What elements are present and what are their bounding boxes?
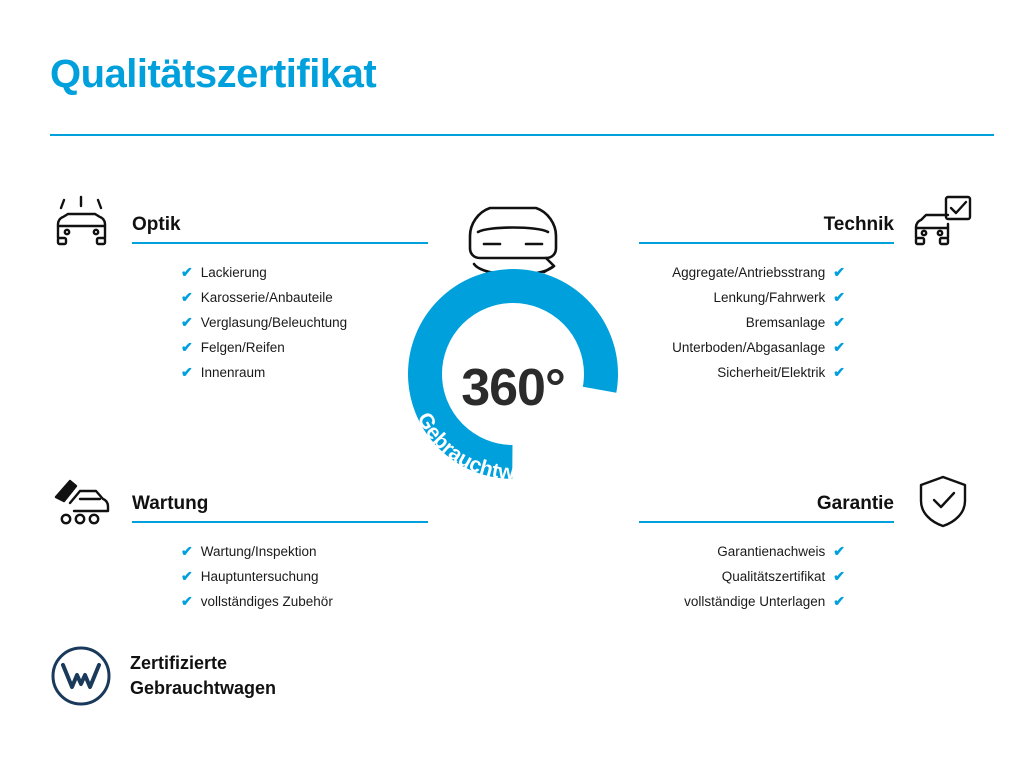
check-icon: ✔ (181, 264, 193, 280)
check-icon: ✔ (181, 568, 193, 584)
footer-line-2: Gebrauchtwagen (130, 678, 277, 698)
section-title-garantie: Garantie (816, 493, 894, 514)
badge-number: 360° (461, 359, 565, 417)
check-icon: ✔ (181, 314, 193, 330)
list-item (586, 589, 845, 614)
section-technik (586, 200, 978, 385)
list-item-label: Karosserie/Anbauteile (200, 290, 333, 305)
section-title-optik: Optik (132, 214, 181, 235)
check-icon: ✔ (833, 314, 845, 330)
check-icon: ✔ (833, 289, 845, 305)
list-item (181, 564, 438, 589)
section-divider-garantie (639, 521, 894, 523)
list-item-label: Wartung/Inspektion (200, 544, 317, 559)
list-item (586, 285, 845, 310)
footer-line-1: Zertifizierte (130, 653, 228, 673)
vw-logo (50, 645, 112, 707)
check-icon: ✔ (181, 543, 193, 559)
check-icon: ✔ (833, 339, 845, 355)
list-item (181, 539, 438, 564)
list-item-label: Verglasung/Beleuchtung (200, 315, 348, 330)
list-item-label: Felgen/Reifen (200, 340, 285, 355)
section-garantie (586, 479, 978, 614)
checklist-technik (586, 260, 978, 385)
list-item-label: vollständige Unterlagen (684, 594, 826, 609)
right-column (586, 200, 978, 624)
check-icon: ✔ (181, 593, 193, 609)
list-item (586, 335, 845, 360)
title-divider (50, 134, 994, 136)
check-icon: ✔ (181, 339, 193, 355)
check-icon: ✔ (833, 593, 845, 609)
checklist-garantie (586, 539, 978, 614)
list-item (586, 310, 845, 335)
page-title: Qualitätszertifikat (50, 52, 377, 96)
check-icon: ✔ (833, 364, 845, 380)
list-item-label: Qualitätszertifikat (721, 569, 826, 584)
section-title-wartung: Wartung (132, 493, 209, 514)
list-item-label: Garantienachweis (717, 544, 826, 559)
list-item (586, 260, 845, 285)
section-divider-technik (639, 242, 894, 244)
list-item (586, 360, 845, 385)
checklist-wartung (48, 539, 438, 614)
list-item-label: Hauptuntersuchung (200, 569, 319, 584)
footer-text (130, 651, 276, 701)
svg-text:Gebrauchtwagen-Check: Gebrauchtwagen-Check (412, 408, 614, 485)
list-item (586, 539, 845, 564)
check-icon: ✔ (833, 264, 845, 280)
section-divider-wartung (132, 521, 428, 523)
list-item-label: Bremsanlage (745, 315, 826, 330)
check-icon: ✔ (181, 289, 193, 305)
list-item-label: Lackierung (200, 265, 267, 280)
section-wartung (48, 479, 438, 614)
check-icon: ✔ (833, 568, 845, 584)
footer-brand (50, 645, 276, 707)
check-icon: ✔ (181, 364, 193, 380)
list-item-label: Aggregate/Antriebsstrang (672, 265, 826, 280)
list-item (586, 564, 845, 589)
list-item-label: Sicherheit/Elektrik (717, 365, 826, 380)
list-item (181, 589, 438, 614)
list-item-label: Unterboden/Abgasanlage (672, 340, 826, 355)
check-icon: ✔ (833, 543, 845, 559)
list-item-label: vollständiges Zubehör (200, 594, 333, 609)
section-title-technik: Technik (823, 214, 894, 235)
list-item-label: Innenraum (200, 365, 266, 380)
list-item-label: Lenkung/Fahrwerk (713, 290, 826, 305)
